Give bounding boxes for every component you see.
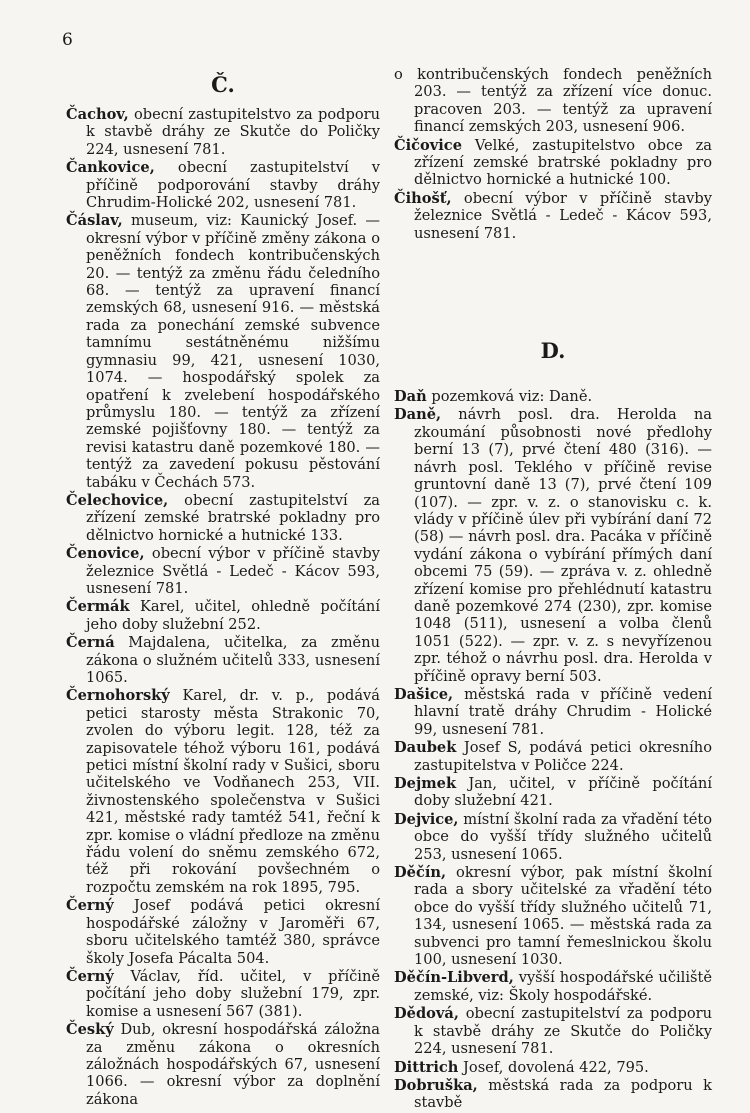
entry-headword: Děčín, [394, 864, 447, 882]
entry-text: Josef podává petici okresní hospodářské záložny v Jaroměři 67, sboru učitelského tamtéž 380, správce školy Josefa Pácalta 504. [86, 897, 380, 967]
entry-headword: Čáslav, [66, 212, 123, 230]
entry-text: Majdalena, učitelka, za změnu zákona o služném učitelů 333, usnesení 1065. [86, 634, 380, 686]
entry-text: návrh posl. dra. Herolda na zkoumání působnosti nové předlohy berní 13 (7), prvé čtení 480 (316). — návrh posl. Teklého v příčině revise gruntovní daně 13 (7), prvé čtení 109 (107). — zpr. v. z. o stanovisku c. k. vlády v příčině úlev při vybírání daní 72 (58) — návrh posl. dra. Pacáka v příčině vydání zákona o vybírání přímých daní obcemi 75 (59). — zpráva v. z. ohledně zřízení komise pro přehlédnutí katastru daně pozemkové 274 (230), zpr. komise 1048 (511), usnesení a volba členů 1051 (522). — zpr. v. z. s nevyřízenou zpr. téhož o návrhu posl. dra. Herolda v příčině opravy berní 503. [414, 406, 712, 685]
entry-text: vyšší hospodářské učiliště zemské, viz: Školy hospodářské. [414, 969, 712, 1004]
index-entry [394, 969, 712, 1004]
entry-headword: Čankovice, [66, 159, 155, 177]
entry-headword: Dittrich [394, 1058, 459, 1076]
entry-headword: Čelechovice, [66, 491, 169, 509]
entry-text: Dub, okresní hospodářská záložna za změnu zákona o okresních záložnách hospodářských 67, usnesení 1066. — okresní výbor za doplnění zákona [86, 1021, 380, 1108]
section-letter-d: D. [540, 338, 566, 364]
entry-text: Josef S, podává petici okresního zastupitelstva v Poličce 224. [414, 739, 712, 774]
left-column [66, 66, 380, 1109]
entry-text: obecní zastupitelstvo za podporu k stavbě dráhy ze Skutče do Poličky 224, usnesení 781. [86, 106, 380, 158]
entry-headword: Čihošť, [394, 189, 452, 207]
index-entry [66, 634, 380, 686]
entry-text: obecní zastupitelství v příčině podporování stavby dráhy Chrudim-Holické 202, usnesení 781. [86, 159, 380, 212]
entry-text: Václav, říd. učitel, v příčině počítání jeho doby služební 179, zpr. komise a usnesení 567 (381). [86, 967, 380, 1020]
entry-text: městská rada za podporu k stavbě [414, 1076, 712, 1112]
entry-headword: Dobruška, [394, 1076, 478, 1094]
index-entry [66, 212, 380, 491]
entry-text: obecní výbor v příčině stavby železnice Světlá - Ledeč - Kácov 593, usnesení 781. [414, 189, 712, 242]
index-entry [394, 1077, 712, 1112]
index-entry [66, 897, 380, 967]
right-column [394, 66, 712, 1113]
entry-text: okresní výbor, pak místní školní rada a sbory učitelské za vřadění této obce do vyšší třídy služného učitelů 71, 134, usnesení 1065. — městská rada za subvenci pro tamní řemeslnickou školu 100, usnesení 1030. [414, 864, 712, 969]
index-entry [394, 811, 712, 863]
entry-headword: Čachov, [66, 106, 129, 123]
entry-headword: Český [66, 1021, 114, 1039]
index-entry [66, 687, 380, 896]
index-entry [394, 775, 712, 810]
entry-text: místní školní rada za vřadění této obce do vyšší třídy služného učitelů 253, usnesení 1065. [414, 810, 712, 863]
left-entry-list [66, 106, 380, 1108]
continuation-text: o kontribučenských fondech peněžních 203. — tentýž za zřízení více donuc. pracoven 203. — tentýž za upravení financí zemských 203, usnesení 906. [394, 66, 712, 136]
entry-text: Karel, dr. v. p., podává petici starosty města Strakonic 70, zvolen do výboru legit. 128, též za zapisovatele téhož výboru 161, podává petici místní školní rady v Sušici, sboru učitelského ve Vodňanech 253, VII. živnostenského společenstva v Sušici 421, městské rady tamtéž 541, řeční k zpr. komise o vládní předloze na změnu řádu volení do sněmu zemského 672, též při rokování povšechném o rozpočtu zemském na rok 1895, 795. [86, 687, 380, 896]
entry-headword: Dědová, [394, 1005, 459, 1023]
index-entry [394, 864, 712, 968]
index-entry [394, 1005, 712, 1057]
index-entry [394, 406, 712, 685]
right-entry-list-before [394, 137, 712, 242]
index-entry [66, 1021, 380, 1108]
entry-headword: Dašice, [394, 685, 454, 703]
entry-text: obecní zastupitelství za zřízení zemské bratrské pokladny pro dělnictvo hornické a hutnické 133. [86, 491, 380, 544]
entry-text: museum, viz: Kaunický Josef. — okresní výbor v příčině změny zákona o peněžních fondech kontribučenských 20. — tentýž za změnu řádu čeledního 68. — tentýž za upravení financí zemských 68, usnesení 916. — městská rada za ponechání zemské subvence tamnímu sestátněnému nižšímu gymnasiu 99, 421, usnesení 1030, 1074. — hospodářský spolek za opatření k zvelebení hospodářského průmyslu 180. — tentýž za zřízení zemské pojišťovny 180. — tentýž za revisi katastru daně pozemkové 180. — tentýž za zavedení pokusu pěstování tabáku v Čechách 573. [86, 212, 380, 491]
index-entry [394, 1059, 712, 1076]
index-entry [66, 968, 380, 1020]
index-entry [394, 137, 712, 189]
index-entry [66, 106, 380, 158]
entry-headword: Daně, [394, 406, 442, 424]
section-letter-c: Č. [211, 72, 235, 97]
entry-headword: Dejvice, [394, 810, 459, 828]
entry-headword: Dejmek [394, 775, 457, 792]
index-entry [66, 159, 380, 211]
index-entry [66, 598, 380, 633]
entry-headword: Děčín-Libverd, [394, 969, 514, 987]
index-entry [394, 190, 712, 242]
index-entry [394, 739, 712, 774]
index-entry [66, 545, 380, 597]
entry-headword: Daubek [394, 739, 457, 757]
index-entry [394, 388, 712, 405]
entry-text: městská rada v příčině vedení hlavní tratě dráhy Chrudim - Holické 99, usnesení 781. [414, 685, 712, 738]
index-entry [394, 686, 712, 738]
entry-text: Velké, zastupitelstvo obce za zřízení zemské bratrské pokladny pro dělnictvo hornické a hutnické 100. [414, 136, 712, 189]
entry-headword: Černohorský [66, 687, 170, 705]
entry-text: obecní zastupitelství za podporu k stavbě dráhy ze Skutče do Poličky 224, usnesení 781. [414, 1005, 712, 1058]
entry-headword: Čermák [66, 598, 130, 616]
entry-headword: Daň [394, 388, 427, 406]
page-number: 6 [62, 30, 73, 50]
entry-text: Jan, učitel, v příčině počítání doby služební 421. [414, 775, 712, 810]
right-entry-list [394, 388, 712, 1112]
entry-headword: Čičovice [394, 136, 462, 154]
entry-text: Karel, učitel, ohledně počítání jeho doby služební 252. [86, 598, 380, 633]
entry-headword: Čenovice, [66, 545, 145, 563]
entry-headword: Černý [66, 897, 114, 915]
entry-headword: Černý [66, 967, 114, 985]
entry-text: pozemková viz: Daně. [426, 388, 593, 406]
entry-headword: Černá [66, 634, 115, 652]
index-entry [66, 492, 380, 544]
entry-text: Josef, dovolená 422, 795. [458, 1058, 649, 1076]
entry-text: obecní výbor v příčině stavby železnice Světlá - Ledeč - Kácov 593, usnesení 781. [86, 545, 380, 597]
